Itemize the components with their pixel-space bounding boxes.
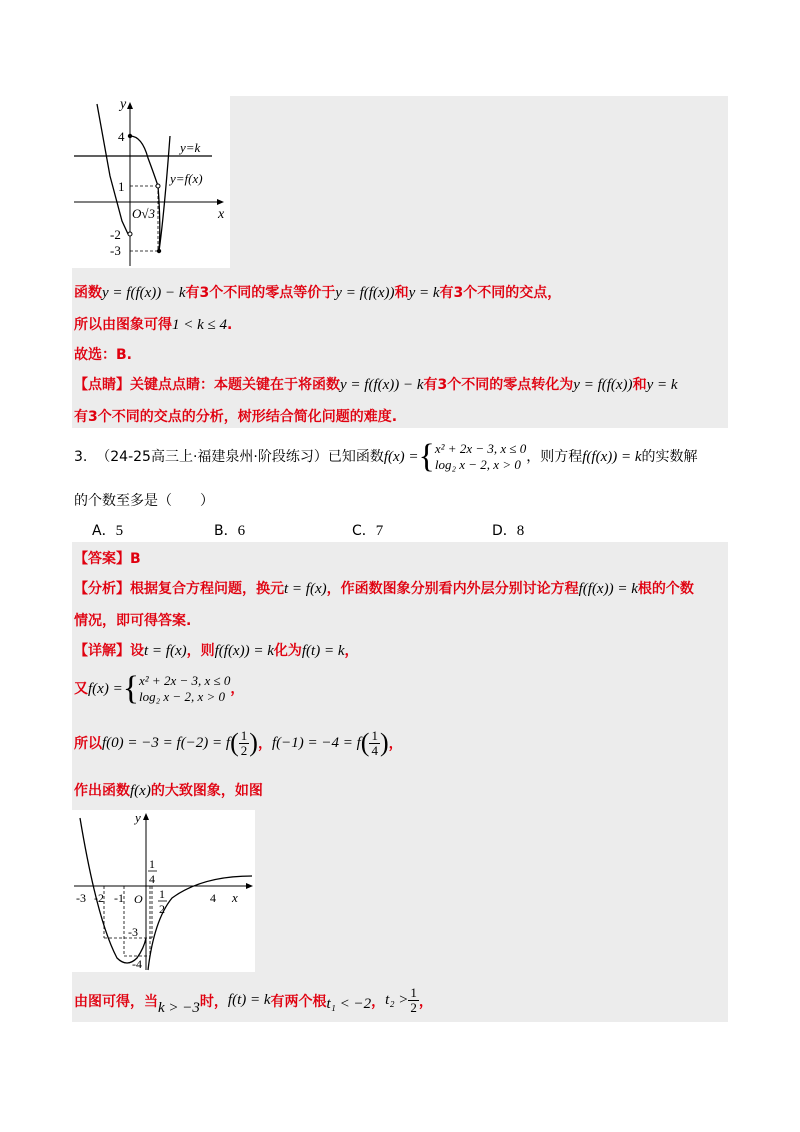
- graph1-y-label: y: [120, 97, 127, 112]
- numerator: 1: [371, 727, 378, 743]
- para-4: [74, 374, 678, 394]
- para-3: [74, 344, 132, 364]
- graph2-tick-neg2: -2: [94, 891, 104, 905]
- denominator: 2: [410, 1000, 417, 1015]
- text: 函数: [74, 285, 102, 301]
- text: ，作函数图象分别看内外层分别讨论方程: [326, 581, 579, 597]
- fraction-quarter: [369, 729, 380, 758]
- text: 又: [74, 681, 88, 697]
- paren: (: [230, 728, 239, 757]
- math: f(−1) = −4 = f: [271, 734, 361, 751]
- math: f(f(x)) = k: [582, 449, 642, 465]
- math: f(f(x)) = k: [578, 581, 638, 597]
- graph1-tick-4: 4: [118, 129, 125, 144]
- question-number: 3.: [74, 449, 88, 465]
- math: t = f(x): [144, 643, 187, 659]
- text: 【分析】根据复合方程问题，换元: [74, 581, 284, 597]
- text: 所以由图象可得: [74, 317, 172, 333]
- text: 所以: [74, 736, 102, 752]
- fraction-half: [408, 986, 419, 1015]
- text: 有3个不同的零点等价于: [185, 285, 336, 301]
- graph2-half-den: 2: [159, 902, 165, 916]
- paren: ): [379, 728, 389, 757]
- option-value: 7: [375, 523, 384, 539]
- graph2-y-label: y: [135, 810, 141, 825]
- brace: {: [122, 670, 140, 707]
- numerator: 1: [410, 985, 417, 1000]
- detail-line-3: [74, 728, 403, 758]
- point-neg3: [157, 249, 161, 253]
- option-label: B．: [214, 523, 238, 539]
- question-line-2: [74, 490, 214, 510]
- math: t₁ < −2: [326, 996, 372, 1012]
- detail-line-2: [74, 672, 244, 706]
- graph2-half-num: 1: [159, 887, 165, 901]
- graph2-x-label: x: [232, 890, 238, 905]
- paren: (: [360, 728, 370, 757]
- graph1-tick-1: 1: [118, 179, 125, 194]
- text: ，: [257, 736, 272, 752]
- math: f(x) =: [383, 449, 419, 465]
- graph-2: [72, 810, 255, 972]
- math: f(t) = k: [227, 992, 271, 1008]
- option-label: A．: [92, 523, 116, 539]
- text: 有3个不同的零点转化为: [423, 377, 574, 393]
- answer-line: [74, 548, 141, 568]
- graph2-y-neg3: -3: [128, 925, 138, 939]
- text: 情况，即可得答案.: [74, 613, 192, 629]
- solution-bg-graph2-side: [255, 810, 728, 972]
- option-value: 6: [237, 523, 246, 539]
- text: 的实数解: [641, 449, 698, 465]
- option-b[interactable]: [214, 520, 245, 540]
- analysis-line-1: [74, 578, 694, 598]
- para-2: [74, 314, 232, 334]
- cases: [435, 441, 526, 473]
- text: 有3个不同的交点，: [439, 285, 562, 301]
- text: 有两个根: [270, 993, 327, 1010]
- graph2-y-neg4: -4: [132, 957, 142, 971]
- graph1-tick-neg3: -3: [110, 243, 121, 258]
- para-1: [74, 282, 561, 302]
- text: ，: [230, 681, 245, 697]
- text: 作出函数: [74, 783, 130, 799]
- math: f(f(x)) = k: [214, 643, 274, 659]
- text: 有3个不同的交点的分析，树形结合简化问题的难度.: [74, 409, 398, 425]
- option-label: C．: [352, 523, 376, 539]
- detail-line-4: [74, 780, 263, 800]
- graph2-tick-neg1: -1: [114, 891, 124, 905]
- text: ，: [344, 643, 359, 659]
- text: 【答案】B: [74, 551, 141, 567]
- text: 的个数至多是（ ）: [74, 493, 214, 509]
- graph-1: [72, 96, 230, 268]
- text: 和: [632, 377, 647, 393]
- math: y = f(f(x)) − k: [102, 285, 186, 301]
- option-d[interactable]: [492, 520, 524, 540]
- detail-line-1: [74, 640, 358, 660]
- point-open-1: [156, 184, 160, 188]
- math: k > −3: [158, 1000, 200, 1016]
- math: f(x) =: [88, 681, 123, 697]
- point-open-neg2: [128, 232, 132, 236]
- math: 1 < k ≤ 4: [172, 317, 228, 333]
- text: 和: [394, 285, 409, 301]
- text: 化为: [273, 643, 302, 659]
- solution-bg-top: [230, 96, 728, 268]
- math: y = k: [646, 377, 678, 393]
- denominator: 2: [240, 742, 248, 758]
- text: ，则: [186, 643, 215, 659]
- math: y = f(f(x)): [335, 285, 395, 301]
- paren: ): [249, 728, 258, 757]
- graph2-quarter-den: 4: [149, 872, 155, 886]
- option-c[interactable]: [352, 520, 383, 540]
- math: t = f(x): [284, 581, 327, 597]
- graph1-origin: O√3: [132, 206, 156, 221]
- math: f(x): [130, 783, 151, 799]
- text: 【点睛】关键点点睛：本题关键在于将函数: [74, 377, 340, 393]
- case-1: x² + 2x − 3, x ≤ 0: [434, 441, 527, 456]
- graph2-tick-neg3: -3: [76, 891, 86, 905]
- text: 时，: [199, 993, 228, 1010]
- point-0-4: [128, 134, 132, 138]
- text: 的大致图象，如图: [150, 783, 263, 799]
- conclusion-line: [74, 986, 433, 1015]
- text: 根的个数: [637, 581, 694, 597]
- case-1: x² + 2x − 3, x ≤ 0: [139, 673, 231, 688]
- math: y = f(f(x)) − k: [340, 377, 424, 393]
- text: 由图可得，当: [74, 993, 158, 1010]
- case-2: log₂ x − 2, x > 0: [139, 689, 225, 704]
- case-2: log₂ x − 2, x > 0: [434, 457, 521, 472]
- graph1-yk-label: y=k: [180, 140, 201, 155]
- math: y = k: [408, 285, 440, 301]
- math: y = f(f(x)): [573, 377, 633, 393]
- graph2-tick-4: 4: [210, 891, 216, 905]
- option-value: 8: [516, 523, 525, 539]
- brace: {: [418, 438, 435, 475]
- fraction-half: [239, 729, 250, 758]
- text: ，则方程: [526, 449, 583, 465]
- text: ，: [388, 736, 403, 752]
- option-label: D．: [492, 523, 517, 539]
- text: .: [227, 317, 233, 333]
- math: f(t) = k: [301, 643, 345, 659]
- math: f(0) = −3 = f(−2) = f: [102, 734, 231, 751]
- graph1-x-label: x: [218, 207, 225, 222]
- math: t₂ >: [385, 992, 409, 1008]
- graph2-origin: O: [134, 892, 143, 906]
- graph2-quarter-num: 1: [149, 857, 155, 871]
- question-line-1: [74, 440, 698, 474]
- text: ，: [418, 993, 433, 1010]
- numerator: 1: [240, 727, 248, 743]
- cases: [139, 673, 230, 705]
- analysis-line-2: [74, 610, 191, 630]
- option-value: 5: [115, 523, 124, 539]
- denominator: 4: [371, 742, 378, 758]
- text: ，: [371, 993, 386, 1010]
- text: 故选：B.: [74, 347, 132, 363]
- question-text: （24-25高三上·福建泉州·阶段练习）已知函数: [96, 449, 384, 465]
- para-5: [74, 406, 397, 426]
- text: 【详解】设: [74, 643, 144, 659]
- option-a[interactable]: [92, 520, 123, 540]
- graph1-tick-neg2: -2: [110, 227, 121, 242]
- graph1-yfx-label: y=f(x): [170, 171, 203, 186]
